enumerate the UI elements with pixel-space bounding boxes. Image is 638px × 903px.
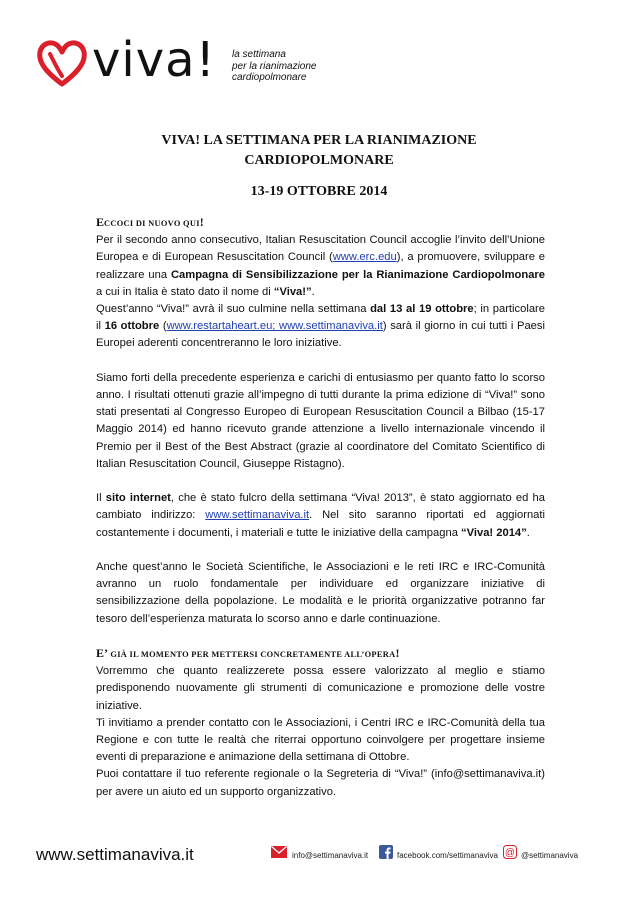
section-heading-momento: E’ GIÀ IL MOMENTO PER METTERSI CONCRETAMENTE ALL’OPERA!	[96, 646, 400, 661]
heart-logo-icon	[36, 40, 88, 88]
logo-tagline	[232, 49, 317, 84]
tagline-line: cardiopolmonare	[232, 72, 307, 83]
paragraph-invito: Ti invitiamo a prender contatto con le Associazioni, i Centri IRC e IRC-Comunità della tua Regione e con tutte le realtà che riterrai opportuno coinvolgere per progettare insieme eventi di preparazione e animazione della settimana di Ottobre.	[96, 716, 545, 764]
envelope-icon	[271, 846, 287, 858]
section-heading-eccoci: ECCOCI DI NUOVO QUI!	[96, 215, 204, 229]
facebook-icon	[379, 845, 393, 859]
letter-body	[96, 214, 545, 801]
paragraph-vorremmo: Vorremmo che quanto realizzerete possa essere valorizzato al meglio e stiamo predisponendo nuovamente gli strumenti di comunicazione e promozione delle vostre iniziative.	[96, 665, 545, 712]
tagline-line: la settimana	[232, 49, 286, 60]
erc-link[interactable]: www.erc.edu	[332, 251, 397, 264]
document-title-line2: CARDIOPOLMONARE	[244, 153, 394, 168]
tagline-line: per la rianimazione	[232, 60, 317, 72]
twitter-icon	[503, 845, 517, 859]
paragraph-intro: Per il secondo anno consecutivo, Italian Resuscitation Council accoglie l’invito dell’Unione Europea e di European Resuscitation Council (www.erc.edu), a promuovere, sviluppare e realizzare una Campagna di Sensibilizzazione per la Rianimazione Cardiopolmonare a cui in Italia è stato dato il nome di “Viva!”.	[96, 234, 545, 298]
logo-wordmark: viva!	[92, 32, 216, 88]
svg-text:@: @	[504, 847, 516, 859]
paragraph-contatto: Puoi contattare il tuo referente regionale o la Segreteria di “Viva!” (info@settimanaviva.it) per avere un aiuto ed un supporto organizzativo.	[96, 768, 545, 798]
viva-logo	[36, 32, 336, 98]
footer-email[interactable]: info@settimanaviva.it	[292, 851, 369, 860]
restart-heart-link[interactable]: www.restartaheart.eu; www.settimanaviva.it	[166, 320, 383, 333]
event-dates: 13-19 OTTOBRE 2014	[250, 184, 388, 199]
settimanaviva-link[interactable]: www.settimanaviva.it	[205, 509, 310, 522]
paragraph-societa: Anche quest’anno le Società Scientifiche, le Associazioni e le reti IRC e IRC-Comunità avranno un ruolo fondamentale per individuare ed organizzare iniziative di sensibilizzazione della popolazione. Le modalità e le priorità organizzative potranno far tesoro dell’esperienza maturata lo scorso anno e darle continuazione.	[96, 561, 545, 625]
paragraph-culmine: Quest’anno “Viva!” avrà il suo culmine nella settimana dal 13 al 19 ottobre; in particolare il 16 ottobre (www.restartaheart.eu; www.settimanaviva.it) sarà il giorno in cui tutti i Paesi Europei aderenti concentreranno le loro iniziative.	[96, 303, 545, 350]
paragraph-sito: Il sito internet, che è stato fulcro della settimana “Viva! 2013”, è stato aggiornato ed ha cambiato indirizzo: www.settimanaviva.it. Nel sito saranno riportati ed aggiornati costantemente i documenti, i materiali e tutte le iniziative della campagna “Viva! 2014”.	[96, 492, 545, 539]
document-title-line1: VIVA! LA SETTIMANA PER LA RIANIMAZIONE	[161, 133, 477, 148]
footer-website[interactable]: www.settimanaviva.it	[36, 845, 194, 864]
footer-twitter[interactable]: @settimanaviva	[521, 851, 579, 860]
footer-facebook[interactable]: facebook.com/settimanaviva	[397, 851, 498, 860]
paragraph-esperienza: Siamo forti della precedente esperienza e carichi di entusiasmo per quanto fatto lo scorso anno. I risultati ottenuti grazie all’impegno di tutti durante la prima edizione di “Viva!” sono stati presentati al Congresso Europeo di European Resuscitation Council a Bilbao (15-17 Maggio 2014) ed hanno ricevuto grande attenzione a livello internazionale vincendo il Premio per il Best of the Best Abstract (grazie al coordinatore del Comitato Scientifico di Italian Resuscitation Council, Giuseppe Ristagno).	[96, 371, 545, 470]
